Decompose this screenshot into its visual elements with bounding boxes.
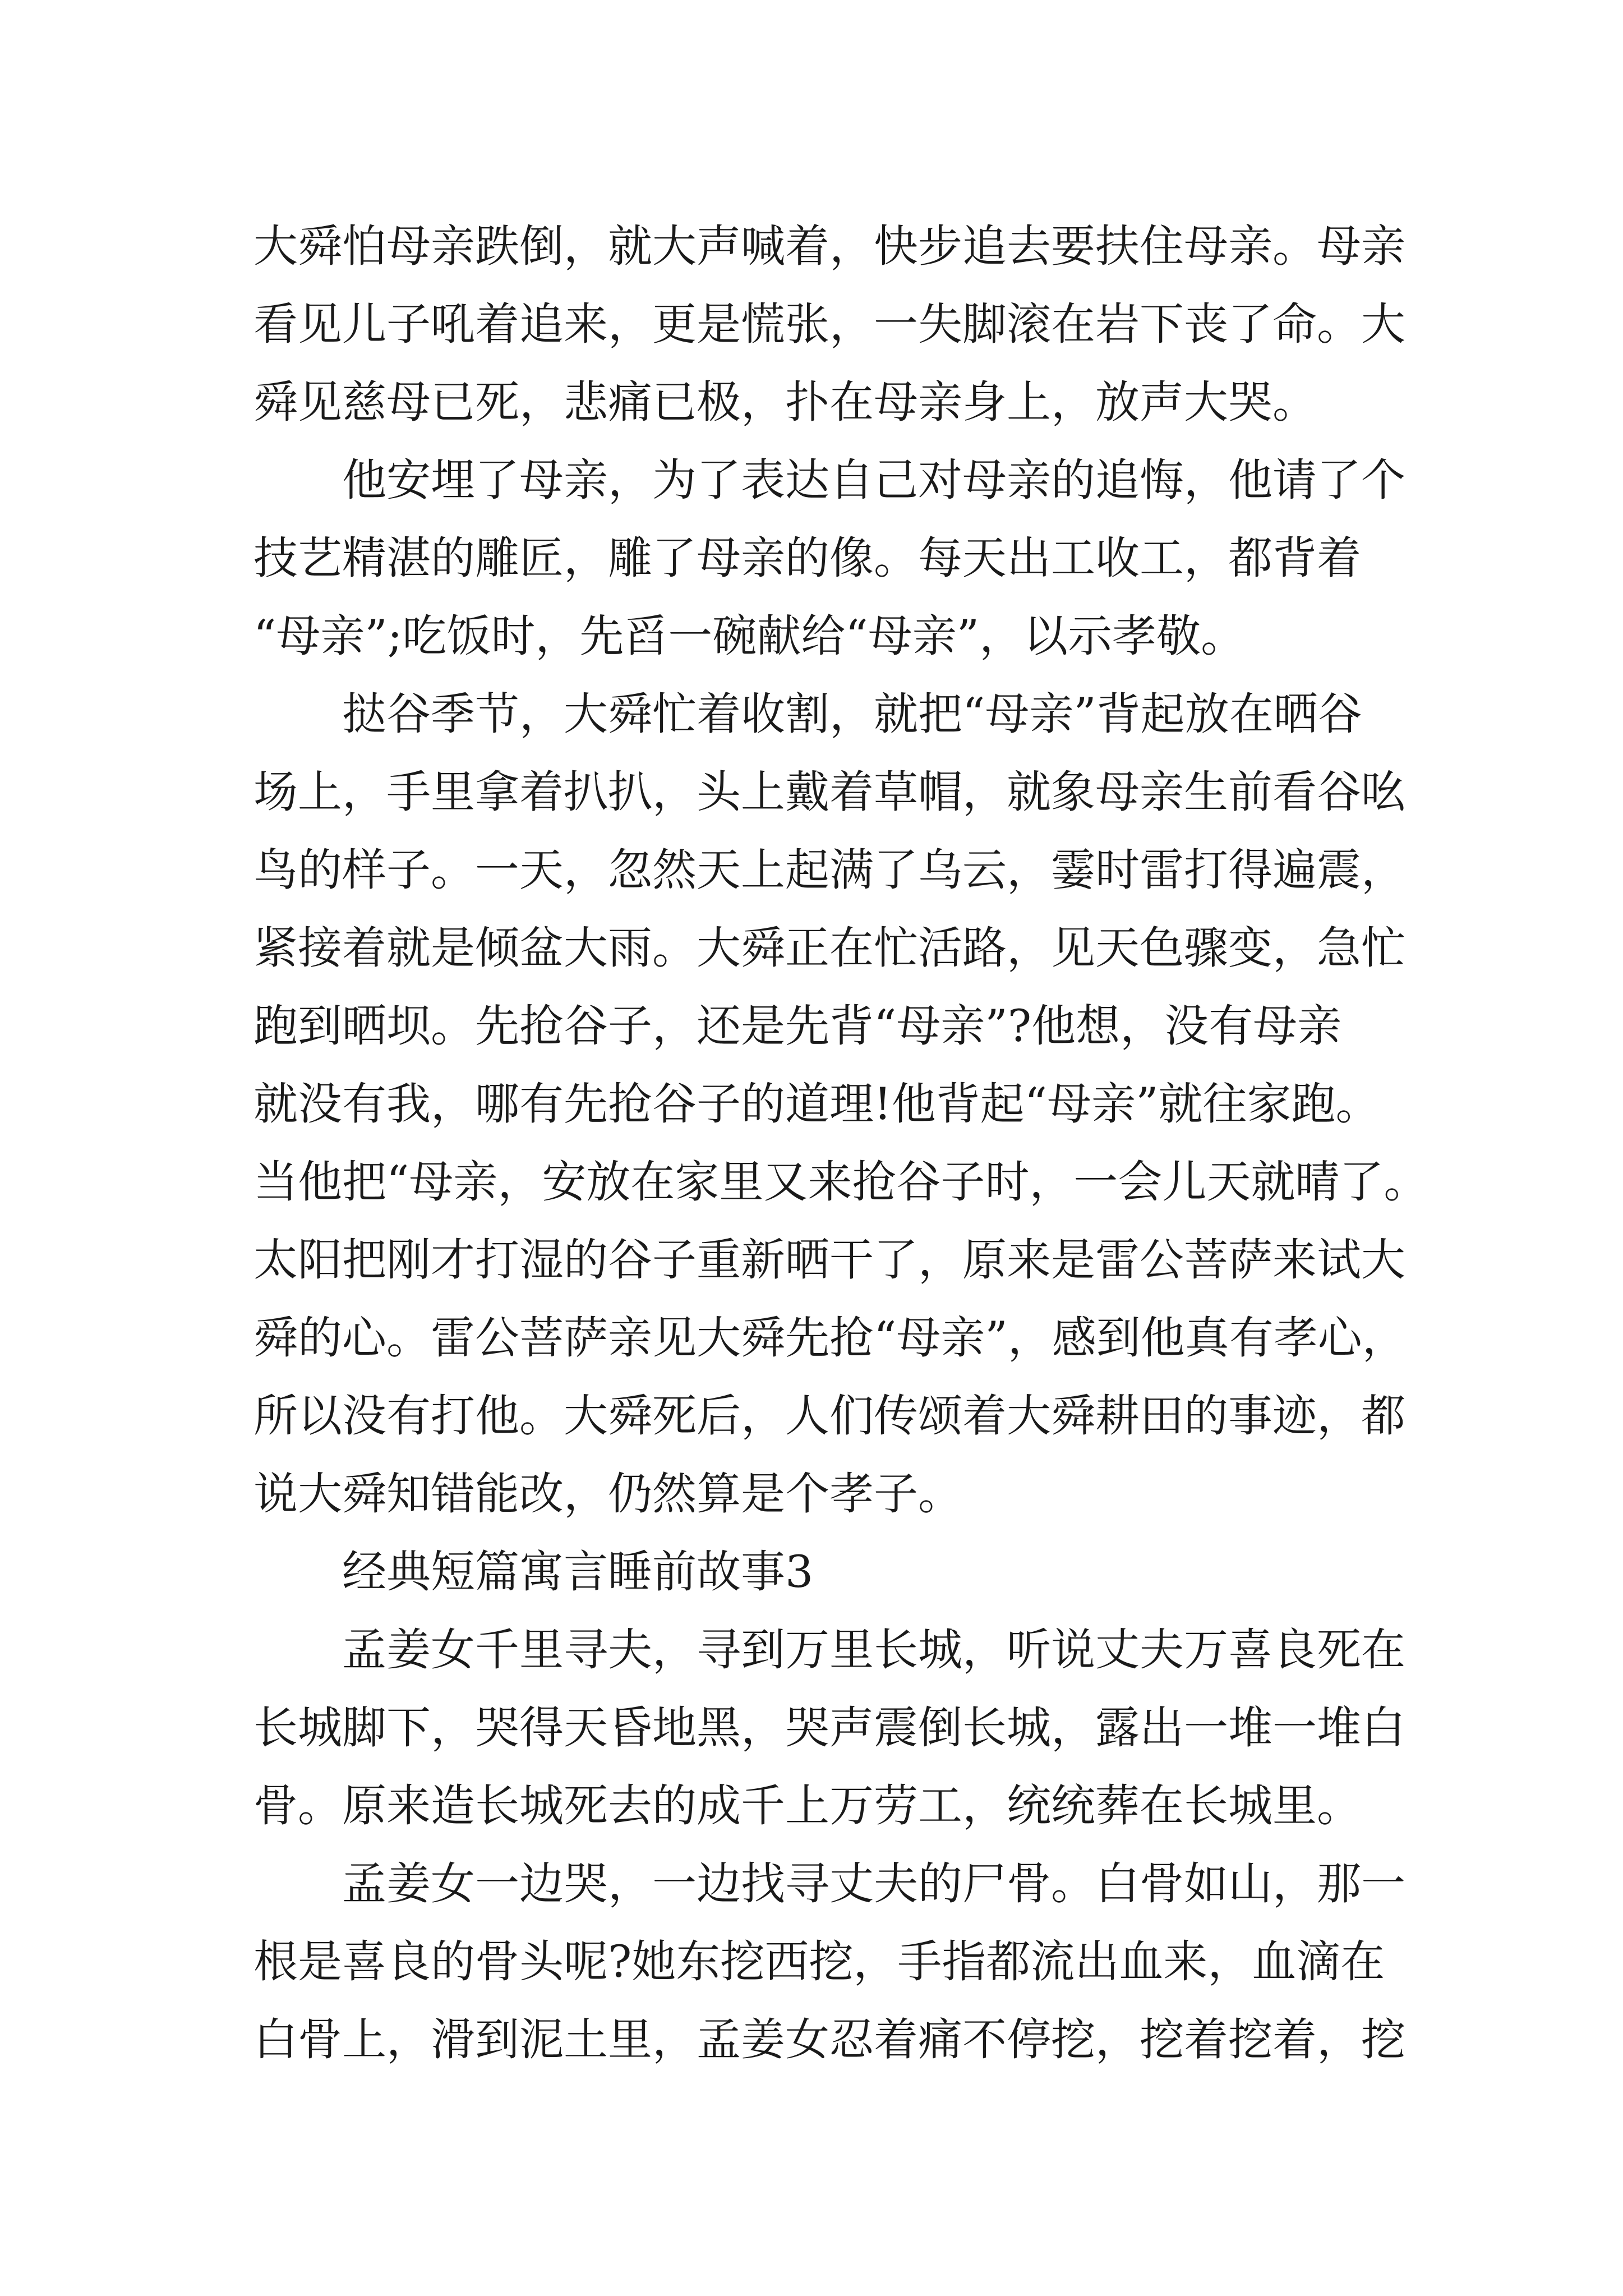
text-line: 他安埋了母亲，为了表达自己对母亲的追悔，他请了个	[342, 454, 1405, 506]
text-line: “母亲”;吃饭时，先舀一碗献给“母亲”，以示孝敬。	[253, 610, 1246, 662]
text-line: 技艺精湛的雕匠，雕了母亲的像。每天出工收工，都背着	[253, 532, 1361, 584]
text-line: 看见儿子吼着追来，更是慌张，一失脚滚在岩下丧了命。大	[253, 298, 1405, 350]
text-line: 鸟的样子。一天，忽然天上起满了乌云，霎时雷打得遍震，	[253, 844, 1405, 896]
text-line: 跑到晒坝。先抢谷子，还是先背“母亲”?他想，没有母亲	[253, 1000, 1342, 1052]
text-line: 紧接着就是倾盆大雨。大舜正在忙活路，见天色骤变，急忙	[253, 922, 1405, 974]
text-line: 当他把“母亲，安放在家里又来抢谷子时，一会儿天就晴了。	[253, 1156, 1428, 1208]
text-line: 骨。原来造长城死去的成千上万劳工，统统葬在长城里。	[253, 1780, 1361, 1832]
text-line: 根是喜良的骨头呢?她东挖西挖，手指都流出血来，血滴在	[253, 1936, 1385, 1987]
text-line: 就没有我，哪有先抢谷子的道理!他背起“母亲”就往家跑。	[253, 1078, 1380, 1130]
text-line: 孟姜女千里寻夫，寻到万里长城，听说丈夫万喜良死在	[342, 1624, 1405, 1676]
text-line: 说大舜知错能改，仍然算是个孝子。	[253, 1468, 962, 1520]
text-line: 长城脚下，哭得天昏地黑，哭声震倒长城，露出一堆一堆白	[253, 1702, 1405, 1754]
text-line: 场上，手里拿着扒扒，头上戴着草帽，就象母亲生前看谷吆	[253, 766, 1405, 818]
text-line: 挞谷季节，大舜忙着收割，就把“母亲”背起放在晒谷	[342, 688, 1362, 740]
text-line: 白骨上，滑到泥土里，孟姜女忍着痛不停挖，挖着挖着，挖	[253, 2014, 1405, 2065]
text-line: 孟姜女一边哭，一边找寻丈夫的尸骨。白骨如山，那一	[342, 1858, 1405, 1910]
text-line: 大舜怕母亲跌倒，就大声喊着，快步追去要扶住母亲。母亲	[253, 220, 1405, 272]
section-heading: 经典短篇寓言睡前故事3	[342, 1546, 814, 1598]
text-line: 所以没有打他。大舜死后，人们传颂着大舜耕田的事迹，都	[253, 1390, 1405, 1442]
document-body	[253, 208, 1428, 2079]
text-line: 舜见慈母已死，悲痛已极，扑在母亲身上，放声大哭。	[253, 376, 1317, 428]
text-line: 舜的心。雷公菩萨亲见大舜先抢“母亲”，感到他真有孝心，	[253, 1312, 1407, 1364]
text-line: 太阳把刚才打湿的谷子重新晒干了，原来是雷公菩萨来试大	[253, 1234, 1405, 1286]
